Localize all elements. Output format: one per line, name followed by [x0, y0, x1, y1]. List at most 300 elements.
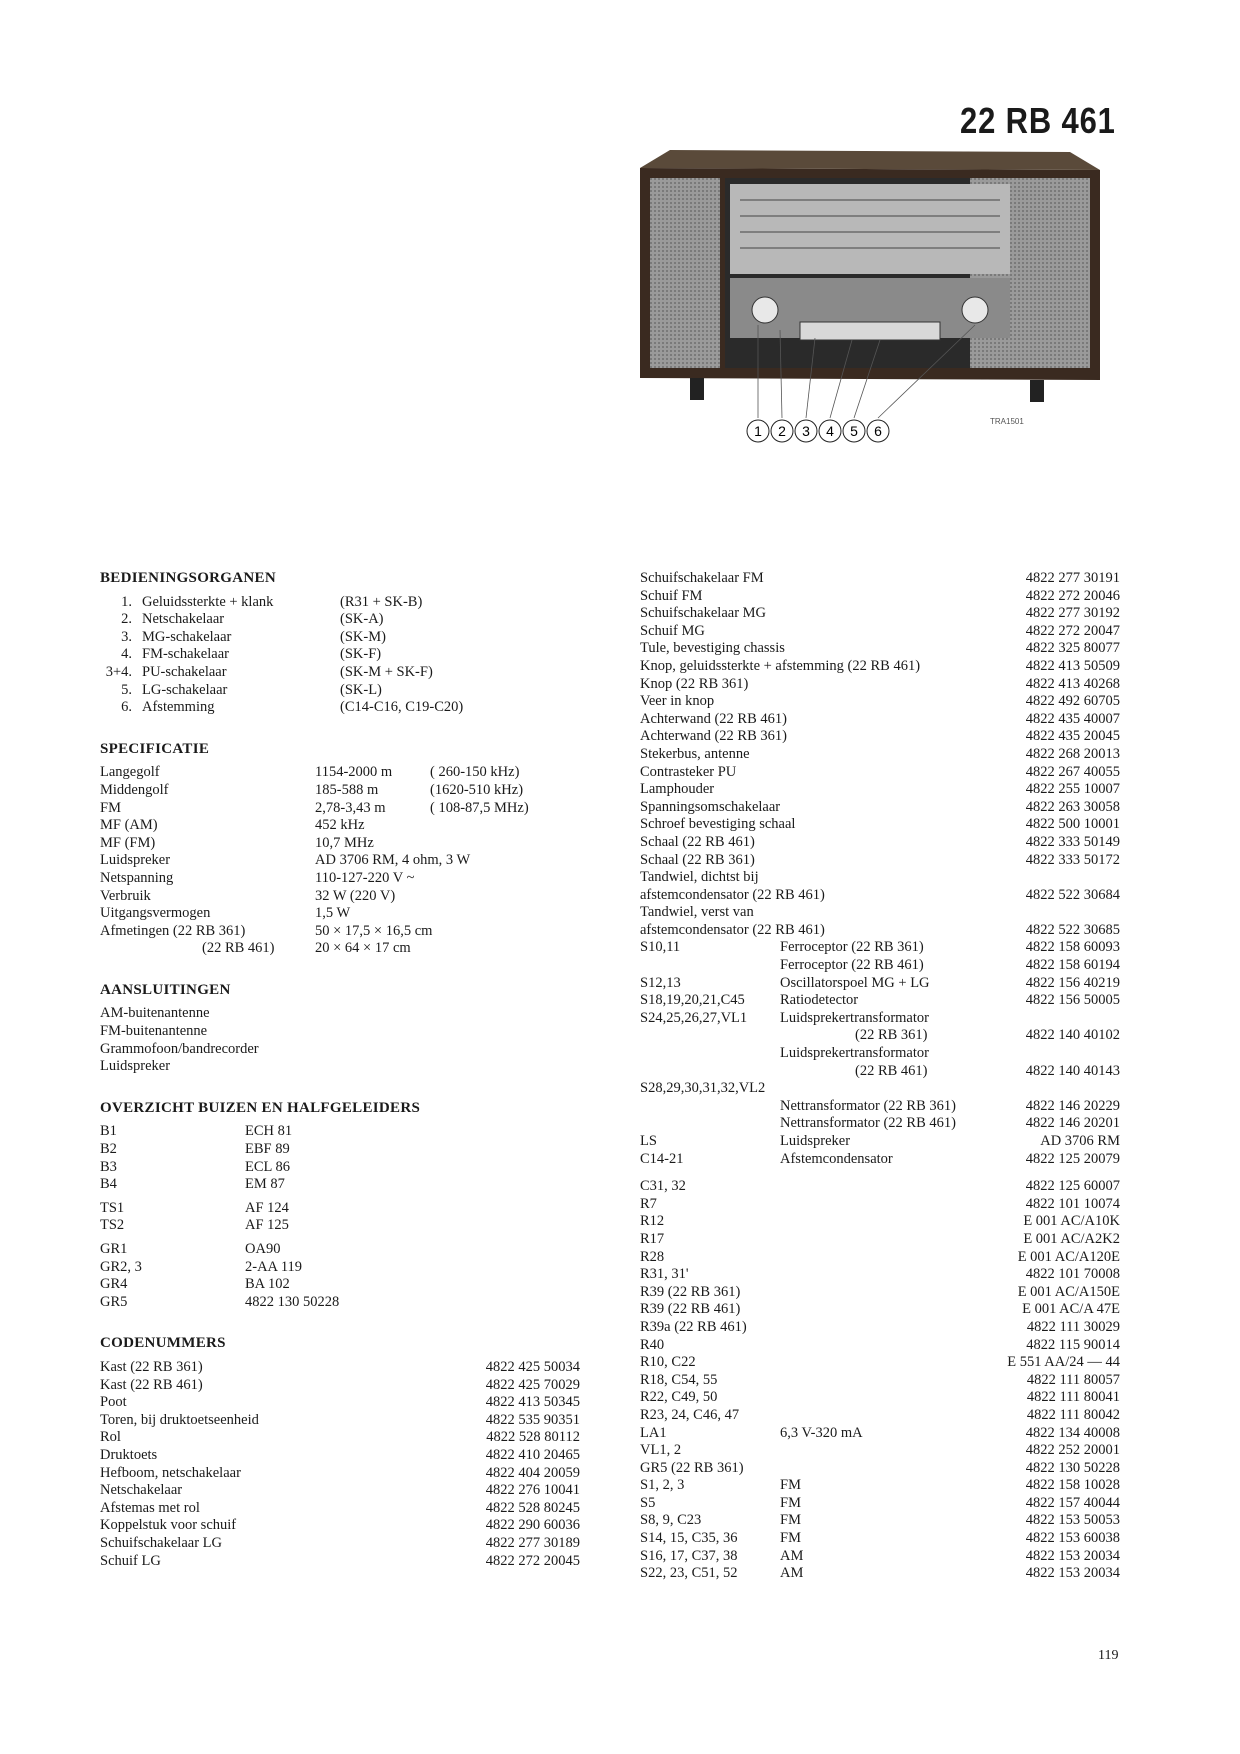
component-row — [640, 1196, 1120, 1214]
component-row — [640, 1027, 1120, 1045]
part-row — [640, 693, 1120, 711]
aansluitingen-section — [100, 982, 610, 1076]
specificatie-section — [100, 741, 610, 958]
part-label: Schaal (22 RB 361) — [640, 851, 755, 868]
component-ref: C14-21 — [640, 1150, 684, 1167]
part-row — [640, 887, 1120, 905]
part-code: 4822 522 30685 — [1025, 921, 1120, 938]
component-code: 4822 153 20034 — [1025, 1565, 1120, 1582]
component-code: 4822 101 70008 — [1025, 1266, 1120, 1283]
component-code: 4822 156 50005 — [1025, 992, 1120, 1009]
spec-row — [100, 800, 610, 818]
tube-ref: B1 — [100, 1123, 117, 1140]
spec-value: 1154-2000 m — [315, 764, 393, 781]
item-code: (SK-M) — [340, 628, 386, 645]
component-desc: AM — [780, 1565, 804, 1582]
tube-ref: B3 — [100, 1158, 117, 1175]
part-row — [640, 764, 1120, 782]
component-ref: S28,29,30,31,32,VL2 — [640, 1080, 766, 1097]
component-code: 4822 140 40143 — [1025, 1062, 1120, 1079]
item-code: (SK-F) — [340, 646, 382, 663]
component-row — [640, 1337, 1120, 1355]
component-row — [640, 1460, 1120, 1478]
code-label: Schuif LG — [100, 1552, 161, 1569]
part-label: Spanningsomschakelaar — [640, 798, 781, 815]
codenummers-title: CODENUMMERS — [100, 1335, 226, 1352]
component-ref: GR5 (22 RB 361) — [640, 1459, 744, 1476]
component-row — [640, 1425, 1120, 1443]
code-row — [100, 1465, 610, 1483]
part-label: Knop (22 RB 361) — [640, 675, 749, 692]
item-number: 6. — [121, 699, 132, 716]
part-code: 4822 435 20045 — [1025, 728, 1120, 745]
spec-row — [100, 888, 610, 906]
item-code: (SK-M + SK-F) — [340, 663, 433, 680]
component-row — [640, 1548, 1120, 1566]
radio-cabinet — [640, 150, 1100, 402]
tube-row — [100, 1200, 610, 1218]
tube-ref: B2 — [100, 1141, 117, 1158]
component-code: 4822 158 60093 — [1025, 939, 1120, 956]
code-row — [100, 1447, 610, 1465]
part-code: 4822 277 30192 — [1025, 605, 1120, 622]
part-row — [640, 623, 1120, 641]
component-code: 4822 115 90014 — [1026, 1336, 1120, 1353]
item-label: Afstemming — [142, 699, 215, 716]
component-code: 4822 146 20229 — [1025, 1097, 1120, 1114]
tube-type: 4822 130 50228 — [245, 1293, 340, 1310]
component-desc: (22 RB 461) — [855, 1062, 928, 1079]
item-number: 3. — [121, 628, 132, 645]
component-desc: FM — [780, 1512, 801, 1529]
component-ref: R40 — [640, 1336, 665, 1353]
item-label: Netschakelaar — [142, 611, 225, 628]
component-ref: S1, 2, 3 — [640, 1477, 685, 1494]
component-row — [640, 1080, 1120, 1098]
spec-label: MF (AM) — [100, 817, 158, 834]
spec-row — [100, 905, 610, 923]
component-row — [640, 1098, 1120, 1116]
component-row — [640, 1178, 1120, 1196]
code-number: 4822 272 20045 — [485, 1552, 580, 1569]
part-code: 4822 500 10001 — [1025, 816, 1120, 833]
spec-row — [100, 817, 610, 835]
component-row — [640, 1565, 1120, 1583]
aansluitingen-title: AANSLUITINGEN — [100, 981, 231, 998]
component-desc: AM — [780, 1547, 804, 1564]
part-label: Schuif FM — [640, 587, 703, 604]
spec-row — [100, 923, 610, 941]
tube-ref: GR2, 3 — [100, 1258, 142, 1275]
part-row — [640, 781, 1120, 799]
specificatie-title: SPECIFICATIE — [100, 740, 210, 757]
component-ref: S24,25,26,27,VL1 — [640, 1009, 748, 1026]
right-column — [640, 570, 1120, 1583]
component-ref: R12 — [640, 1213, 665, 1230]
tube-row — [100, 1123, 610, 1141]
item-number: 1. — [121, 593, 132, 610]
aansluiting-label: FM-buitenantenne — [100, 1023, 208, 1040]
tube-row — [100, 1159, 610, 1177]
part-code: 4822 413 40268 — [1025, 675, 1120, 692]
part-label: Schroef bevestiging schaal — [640, 816, 796, 833]
buizen-list — [100, 1123, 610, 1311]
component-row — [640, 1389, 1120, 1407]
spec-value: 1,5 W — [315, 905, 351, 922]
radio-photo — [630, 150, 1110, 450]
spec-value: 50 × 17,5 × 16,5 cm — [315, 922, 433, 939]
component-code: E 001 AC/A120E — [1017, 1248, 1120, 1265]
code-number: 4822 425 70029 — [485, 1376, 580, 1393]
component-desc: FM — [780, 1477, 801, 1494]
callout-5: 5 — [850, 423, 858, 439]
code-label: Poot — [100, 1394, 127, 1411]
part-code: 4822 267 40055 — [1025, 763, 1120, 780]
tube-type: AF 125 — [245, 1217, 289, 1234]
spec-value: AD 3706 RM, 4 ohm, 3 W — [315, 852, 471, 869]
part-label: Schaal (22 RB 461) — [640, 833, 755, 850]
tube-row — [100, 1276, 610, 1294]
part-label: Schuif MG — [640, 622, 705, 639]
component-row — [640, 939, 1120, 957]
component-code: 4822 130 50228 — [1025, 1459, 1120, 1476]
bediening-item — [100, 682, 610, 700]
code-label: Schuifschakelaar LG — [100, 1534, 222, 1551]
component-row — [640, 1045, 1120, 1063]
spec-label: Langegolf — [100, 764, 160, 781]
codenummers-section — [100, 1335, 610, 1570]
callout-4: 4 — [826, 423, 834, 439]
spec-row — [100, 852, 610, 870]
code-number: 4822 290 60036 — [485, 1517, 580, 1534]
part-row — [640, 676, 1120, 694]
bediening-title: BEDIENINGSORGANEN — [100, 570, 276, 586]
tube-type: BA 102 — [245, 1276, 290, 1293]
parts-list-c — [640, 1178, 1120, 1583]
spec-label: FM — [100, 799, 121, 816]
component-desc: Afstemcondensator — [780, 1150, 893, 1167]
component-desc: Oscillatorspoel MG + LG — [780, 974, 930, 991]
component-ref: S10,11 — [640, 939, 681, 956]
component-row — [640, 1266, 1120, 1284]
bediening-item — [100, 629, 610, 647]
part-row — [640, 816, 1120, 834]
tube-row — [100, 1141, 610, 1159]
code-label: Koppelstuk voor schuif — [100, 1517, 237, 1534]
code-number: 4822 425 50034 — [485, 1358, 580, 1375]
component-row — [640, 1231, 1120, 1249]
component-ref: R31, 31' — [640, 1266, 689, 1283]
part-code: 4822 413 50509 — [1025, 657, 1120, 674]
item-number: 5. — [121, 681, 132, 698]
spec-value: 185-588 m — [315, 781, 379, 798]
code-row — [100, 1517, 610, 1535]
spec-label: Afmetingen (22 RB 361) — [100, 922, 246, 939]
part-row — [640, 834, 1120, 852]
part-label: Achterwand (22 RB 461) — [640, 710, 787, 727]
part-row — [640, 904, 1120, 922]
tube-ref: GR4 — [100, 1276, 128, 1293]
component-ref: R39 (22 RB 361) — [640, 1283, 741, 1300]
component-code: 4822 153 50053 — [1025, 1512, 1120, 1529]
component-ref: VL1, 2 — [640, 1442, 682, 1459]
spec-value: 110-127-220 V ~ — [315, 869, 415, 886]
callout-2: 2 — [778, 423, 786, 439]
part-code: 4822 268 20013 — [1025, 745, 1120, 762]
component-ref: R10, C22 — [640, 1354, 696, 1371]
item-number: 4. — [121, 646, 132, 663]
component-code: 4822 101 10074 — [1025, 1195, 1120, 1212]
specificatie-list — [100, 764, 610, 958]
component-code: 4822 153 60038 — [1025, 1530, 1120, 1547]
component-code: 4822 111 80042 — [1026, 1406, 1120, 1423]
callout-1: 1 — [754, 423, 762, 439]
component-ref: S16, 17, C37, 38 — [640, 1547, 738, 1564]
component-row — [640, 1319, 1120, 1337]
aansluiting-item — [100, 1023, 610, 1041]
spec-label: Middengolf — [100, 781, 169, 798]
component-ref: LS — [640, 1133, 657, 1149]
code-row — [100, 1535, 610, 1553]
component-code: 4822 158 10028 — [1025, 1477, 1120, 1494]
component-ref: R28 — [640, 1248, 665, 1265]
component-ref: R22, C49, 50 — [640, 1389, 718, 1406]
tube-row — [100, 1217, 610, 1235]
component-row — [640, 992, 1120, 1010]
component-row — [640, 1249, 1120, 1267]
tube-row — [100, 1294, 610, 1312]
component-desc: Ferroceptor (22 RB 361) — [780, 939, 924, 956]
code-label: Kast (22 RB 361) — [100, 1358, 203, 1375]
tube-type: AF 124 — [245, 1199, 289, 1216]
spec-label: MF (FM) — [100, 834, 156, 851]
item-number: 2. — [121, 611, 132, 628]
component-row — [640, 1372, 1120, 1390]
item-code: (SK-L) — [340, 681, 382, 698]
left-column — [100, 570, 610, 1594]
spec-label: Uitgangsvermogen — [100, 905, 211, 922]
component-ref: S12,13 — [640, 974, 681, 991]
part-label: Schuifschakelaar FM — [640, 570, 764, 586]
code-label: Afstemas met rol — [100, 1499, 200, 1516]
part-code: 4822 325 80077 — [1025, 640, 1120, 657]
item-label: LG-schakelaar — [142, 681, 228, 698]
tube-row — [100, 1259, 610, 1277]
component-row — [640, 1442, 1120, 1460]
component-code: 4822 158 60194 — [1025, 957, 1120, 974]
item-label: PU-schakelaar — [142, 663, 227, 680]
component-row — [640, 1115, 1120, 1133]
component-desc: Luidsprekertransformator — [780, 1045, 929, 1062]
component-code: E 001 AC/A2K2 — [1023, 1230, 1120, 1247]
tube-ref: B4 — [100, 1176, 117, 1193]
component-ref: R18, C54, 55 — [640, 1371, 718, 1388]
item-label: FM-schakelaar — [142, 646, 229, 663]
item-number: 3+4. — [105, 663, 132, 680]
component-code: 4822 153 20034 — [1025, 1547, 1120, 1564]
part-row — [640, 570, 1120, 588]
component-row — [640, 1063, 1120, 1081]
item-code: (R31 + SK-B) — [340, 593, 423, 610]
code-label: Kast (22 RB 461) — [100, 1376, 203, 1393]
parts-list-b — [640, 939, 1120, 1168]
part-row — [640, 605, 1120, 623]
part-code: 4822 272 20046 — [1025, 587, 1120, 604]
part-row — [640, 640, 1120, 658]
aansluitingen-list — [100, 1005, 610, 1075]
component-code: E 001 AC/A10K — [1023, 1213, 1120, 1230]
component-row — [640, 1151, 1120, 1169]
part-label: Tule, bevestiging chassis — [640, 640, 785, 657]
part-row — [640, 852, 1120, 870]
spec-range: (1620-510 kHz) — [430, 781, 524, 798]
part-label: Contrasteker PU — [640, 763, 737, 780]
part-row — [640, 922, 1120, 940]
component-row — [640, 1010, 1120, 1028]
code-number: 4822 535 90351 — [485, 1411, 580, 1428]
code-row — [100, 1500, 610, 1518]
spec-row — [100, 870, 610, 888]
part-label: Schuifschakelaar MG — [640, 605, 767, 622]
component-code: E 001 AC/A 47E — [1022, 1301, 1120, 1318]
model-title: 22 RB 461 — [960, 100, 1116, 141]
part-row — [640, 728, 1120, 746]
component-desc: Ferroceptor (22 RB 461) — [780, 957, 924, 974]
tube-ref: GR5 — [100, 1293, 128, 1310]
aansluiting-label: AM-buitenantenne — [100, 1005, 210, 1022]
component-code: AD 3706 RM — [1040, 1133, 1120, 1149]
tube-type: EM 87 — [245, 1176, 285, 1193]
component-ref: R39 (22 RB 461) — [640, 1301, 741, 1318]
part-code: 4822 255 10007 — [1025, 781, 1120, 798]
part-row — [640, 588, 1120, 606]
tube-type: ECL 86 — [245, 1158, 290, 1175]
tube-type: EBF 89 — [245, 1141, 290, 1158]
code-number: 4822 528 80245 — [485, 1499, 580, 1516]
bediening-item — [100, 664, 610, 682]
spec-label: Verbruik — [100, 887, 151, 904]
component-code: 4822 111 30029 — [1026, 1318, 1120, 1335]
component-row — [640, 1133, 1120, 1151]
parts-list-a — [640, 570, 1120, 939]
item-label: MG-schakelaar — [142, 628, 232, 645]
part-code: 4822 333 50149 — [1025, 833, 1120, 850]
part-code: 4822 492 60705 — [1025, 693, 1120, 710]
part-label: Stekerbus, antenne — [640, 745, 750, 762]
buizen-title: OVERZICHT BUIZEN EN HALFGELEIDERS — [100, 1099, 421, 1116]
code-number: 4822 528 80112 — [486, 1429, 580, 1446]
codenummers-list — [100, 1359, 610, 1570]
callout-6: 6 — [874, 423, 882, 439]
component-ref: S14, 15, C35, 36 — [640, 1530, 738, 1547]
component-ref: R7 — [640, 1195, 657, 1212]
spec-range: ( 260-150 kHz) — [430, 764, 520, 781]
component-code: 4822 252 20001 — [1025, 1442, 1120, 1459]
item-code: (SK-A) — [340, 611, 384, 628]
part-code: 4822 263 30058 — [1025, 798, 1120, 815]
page-number: 119 — [1098, 1648, 1119, 1663]
part-label: Lamphouder — [640, 781, 715, 798]
code-row — [100, 1429, 610, 1447]
component-code: 4822 125 20079 — [1025, 1150, 1120, 1167]
spec-row — [100, 764, 610, 782]
spec-row — [100, 782, 610, 800]
component-desc: (22 RB 361) — [855, 1027, 928, 1044]
component-desc: Nettransformator (22 RB 361) — [780, 1097, 956, 1114]
code-label: Netschakelaar — [100, 1482, 183, 1499]
tube-ref: TS1 — [100, 1199, 125, 1216]
component-row — [640, 1301, 1120, 1319]
bediening-item — [100, 611, 610, 629]
aansluiting-label: Luidspreker — [100, 1058, 171, 1075]
part-row — [640, 711, 1120, 729]
component-ref: R39a (22 RB 461) — [640, 1318, 747, 1335]
component-desc: Luidspreker — [780, 1133, 851, 1149]
spec-value: 20 × 64 × 17 cm — [315, 940, 411, 957]
component-row — [640, 957, 1120, 975]
bediening-item — [100, 594, 610, 612]
component-desc: Luidsprekertransformator — [780, 1009, 929, 1026]
component-code: 4822 111 80057 — [1026, 1371, 1120, 1388]
part-label: Veer in knop — [640, 693, 715, 710]
part-row — [640, 869, 1120, 887]
code-label: Toren, bij druktoetseenheid — [100, 1411, 259, 1428]
code-row — [100, 1482, 610, 1500]
spec-row — [100, 835, 610, 853]
bediening-item — [100, 646, 610, 664]
spec-range: ( 108-87,5 MHz) — [430, 799, 529, 816]
component-code: 4822 146 20201 — [1025, 1115, 1120, 1132]
component-row — [640, 1284, 1120, 1302]
component-desc: 6,3 V-320 mA — [780, 1424, 863, 1441]
aansluiting-item — [100, 1041, 610, 1059]
component-ref: R17 — [640, 1230, 665, 1247]
part-label: Knop, geluidssterkte + afstemming (22 RB 461) — [640, 657, 921, 674]
component-ref: S22, 23, C51, 52 — [640, 1565, 738, 1582]
tube-ref: GR1 — [100, 1241, 128, 1257]
component-row — [640, 1477, 1120, 1495]
component-row — [640, 1512, 1120, 1530]
component-row — [640, 1213, 1120, 1231]
item-code: (C14-C16, C19-C20) — [340, 699, 464, 716]
bediening-item — [100, 699, 610, 717]
aansluiting-item — [100, 1058, 610, 1076]
part-code: 4822 435 40007 — [1025, 710, 1120, 727]
component-code: E 001 AC/A150E — [1017, 1283, 1120, 1300]
code-number: 4822 276 10041 — [485, 1482, 580, 1499]
spec-label: (22 RB 461) — [202, 940, 275, 957]
code-row — [100, 1553, 610, 1571]
code-row — [100, 1359, 610, 1377]
aansluiting-label: Grammofoon/bandrecorder — [100, 1040, 259, 1057]
part-label: Tandwiel, dichtst bij — [640, 869, 759, 886]
component-row — [640, 1495, 1120, 1513]
buizen-section — [100, 1100, 610, 1312]
component-desc: FM — [780, 1530, 801, 1547]
component-desc: Ratiodetector — [780, 992, 859, 1009]
component-row — [640, 975, 1120, 993]
part-label: afstemcondensator (22 RB 461) — [640, 921, 825, 938]
component-code: 4822 134 40008 — [1025, 1424, 1120, 1441]
callout-3: 3 — [802, 423, 810, 439]
part-code: 4822 272 20047 — [1025, 622, 1120, 639]
code-label: Druktoets — [100, 1446, 158, 1463]
aansluiting-item — [100, 1005, 610, 1023]
component-code: 4822 157 40044 — [1025, 1494, 1120, 1511]
component-row — [640, 1354, 1120, 1372]
tube-type: ECH 81 — [245, 1123, 293, 1140]
component-code: 4822 156 40219 — [1025, 974, 1120, 991]
